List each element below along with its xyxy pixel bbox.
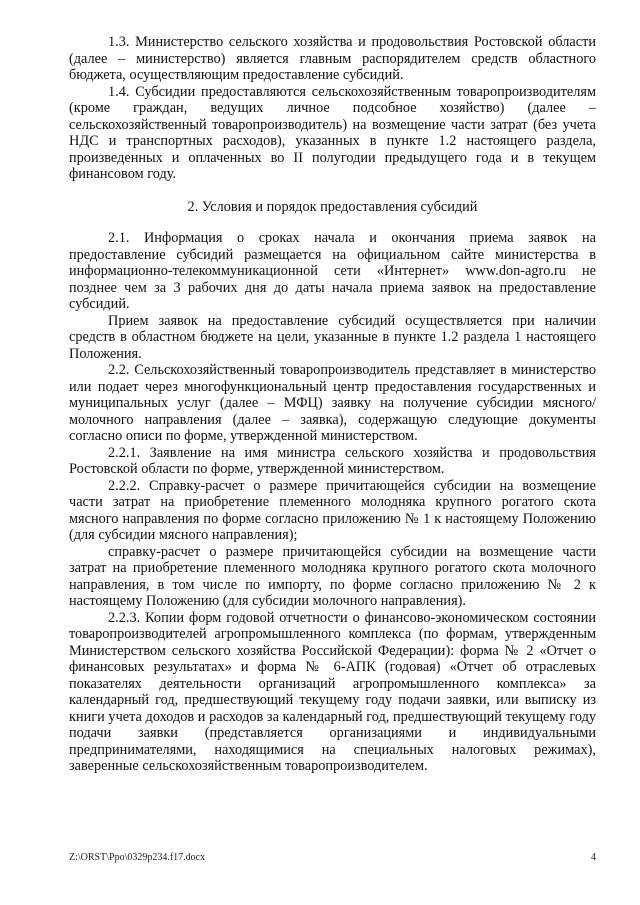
footer-file-path: Z:\ORST\Ppo\0329p234.f17.docx <box>69 852 206 863</box>
page-number: 4 <box>591 852 596 863</box>
page-footer <box>69 852 596 864</box>
paragraph-2-2-2: 2.2.2. Справку-расчет о размере причитающейся субсидии на возмещение части затрат на приобретение племенного молодняка крупного рогатого скота мясного направления по форме согласно приложению № 1 к настоящему Положению (для субсидии мясного направления); <box>69 477 596 543</box>
document-body <box>69 34 596 775</box>
section-heading: 2. Условия и порядок предоставления субсидий <box>187 198 478 215</box>
paragraph-2-2: 2.2. Сельскохозяйственный товаропроизводитель представляет в министерство или подает через многофункциональный центр предоставления государственных и муниципальных услуг (далее – МФЦ) заявку на получение субсидии мясного/молочного направления (далее – заявка), содержащую следующие документы согласно описи по форме, утвержденной министерством. <box>69 362 596 444</box>
paragraph-2-2-3: 2.2.3. Копии форм годовой отчетности о финансово-экономическом состоянии товаропроизводителей агропромышленного комплекса (по формам, утвержденным Министерством сельского хозяйства Российской Федерации): форма № 2 «Отчет о финансовых результатах» и форма № 6-АПК (годовая) «Отчет об отраслевых показателях деятельности организаций агропромышленного комплекса» за календарный год, предшествующий текущему году подачи заявки, или выписку из книги учета доходов и расходов за календарный год, предшествующий текущему году подачи заявки (представляется организациями и индивидуальными предпринимателями, находящимися на специальных налоговых режимах), заверенные сельскохозяйственным товаропроизводителем. <box>69 609 596 774</box>
paragraph-2-1-continued: Прием заявок на предоставление субсидий осуществляется при наличии средств в областном бюджете на цели, указанные в пункте 1.2 раздела 1 настоящего Положения. <box>69 312 596 362</box>
paragraph-1-3: 1.3. Министерство сельского хозяйства и продовольствия Ростовской области (далее – министерство) является главным распорядителем средств областного бюджета, осуществляющим предоставление субсидий. <box>69 34 596 83</box>
paragraph-1-4: 1.4. Субсидии предоставляются сельскохозяйственным товаропроизводителям (кроме граждан, ведущих личное подсобное хозяйство) (далее – сельскохозяйственный товаропроизводитель) на возмещение части затрат (без учета НДС и транспортных расходов), указанных в пункте 1.2 настоящего раздела, произведенных и оплаченных во II полугодии предыдущего года и в текущем финансовом году. <box>69 83 596 182</box>
paragraph-2-2-2-continued: справку-расчет о размере причитающейся субсидии на возмещение части затрат на приобретение племенного молодняка крупного рогатого скота молочного направления, в том числе по импорту, по форме согласно приложению № 2 к настоящему Положению (для субсидии молочного направления). <box>69 543 596 609</box>
paragraph-2-1: 2.1. Информация о сроках начала и окончания приема заявок на предоставление субсидий размещается на официальном сайте министерства в информационно-телекоммуникационной сети «Интернет» www.don-agro.ru не позднее чем за 3 рабочих дня до даты начала приема заявок на предоставление субсидий. <box>69 230 596 312</box>
paragraph-2-2-1: 2.2.1. Заявление на имя министра сельского хозяйства и продовольствия Ростовской области по форме, утвержденной министерством. <box>69 444 596 477</box>
